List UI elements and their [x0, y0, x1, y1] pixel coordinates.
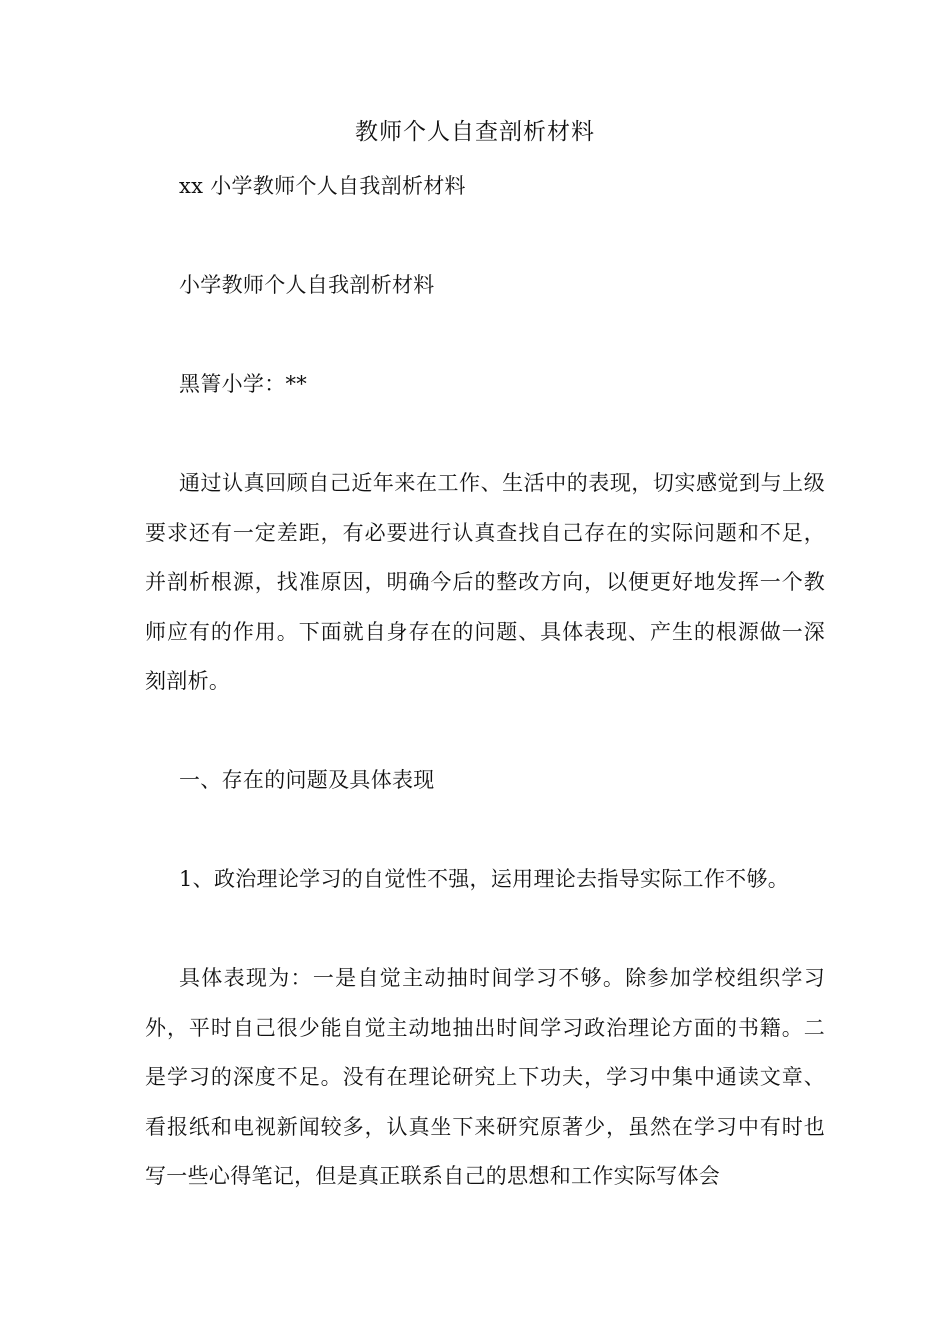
subtitle-paragraph: xx 小学教师个人自我剖析材料	[179, 174, 466, 198]
body-paragraph: 具体表现为：一是自觉主动抽时间学习不够。除参加学校组织学习外，平时自己很少能自觉主动地抽出时间学习政治理论方面的书籍。二是学习的深度不足。没有在理论研究上下功夫，学习中集中通读文章、看报纸和电视新闻较多，认真坐下来研究原著少，虽然在学习中有时也写一些心得笔记，但是真正联系自己的思想和工作实际写体会	[145, 966, 825, 1188]
item-heading: 1、政治理论学习的自觉性不强，运用理论去指导实际工作不够。	[179, 867, 790, 891]
author-paragraph: 黑箐小学：**	[179, 372, 308, 396]
intro-paragraph: 通过认真回顾自己近年来在工作、生活中的表现，切实感觉到与上级要求还有一定差距，有必要进行认真查找自己存在的实际问题和不足，并剖析根源，找准原因，明确今后的整改方向，以便更好地发挥一个教师应有的作用。下面就自身存在的问题、具体表现、产生的根源做一深刻剖析。	[145, 471, 825, 693]
section-heading: 一、存在的问题及具体表现	[179, 768, 435, 792]
heading-paragraph: 小学教师个人自我剖析材料	[179, 273, 435, 297]
document-title: 教师个人自查剖析材料	[355, 119, 595, 145]
